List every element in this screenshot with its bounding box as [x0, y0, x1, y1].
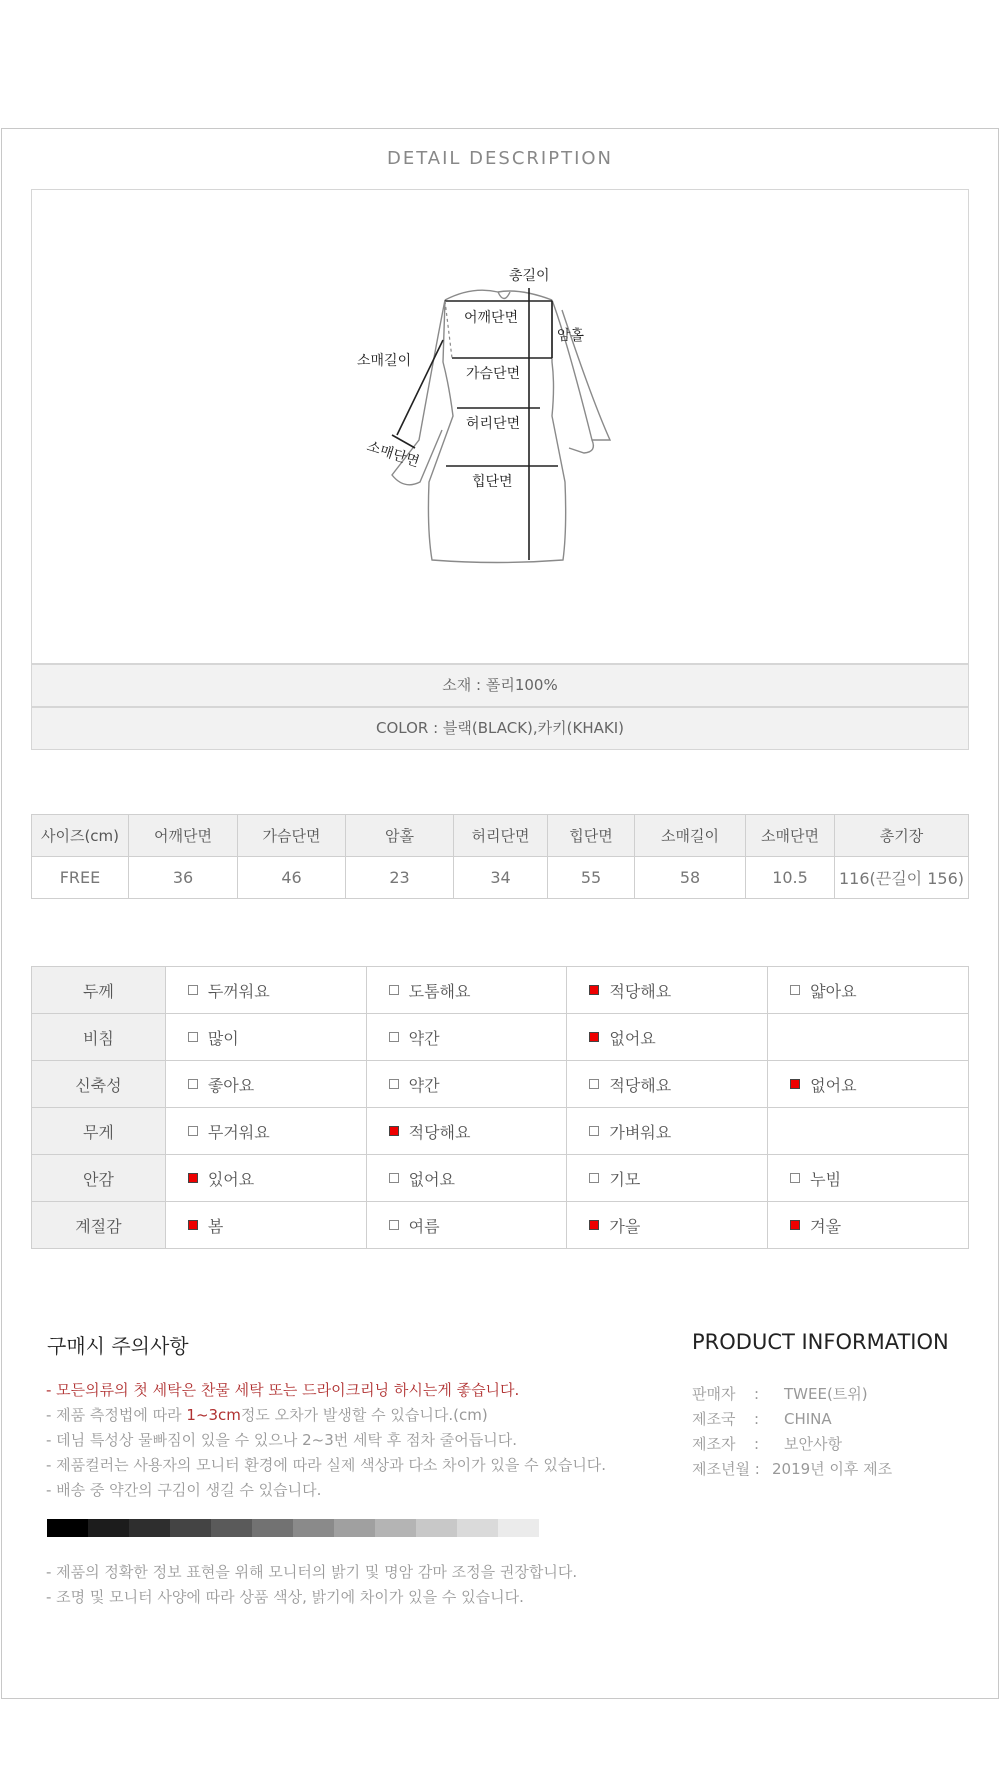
- grayscale-swatch: [47, 1519, 88, 1537]
- feature-row: [32, 1155, 969, 1202]
- feature-option-cell: [165, 1061, 366, 1108]
- unchecked-box-icon: [389, 1220, 399, 1230]
- feature-option: [589, 1214, 640, 1237]
- feature-label: 비침: [32, 1014, 166, 1061]
- feature-option-label: 많이: [207, 1028, 239, 1048]
- product-info-row: [692, 1407, 892, 1432]
- feature-option-cell: [165, 1155, 366, 1202]
- feature-option: [589, 1073, 671, 1096]
- label-chest: 가슴단면: [466, 366, 521, 382]
- grayscale-swatch: [293, 1519, 334, 1537]
- product-info: [692, 1382, 892, 1482]
- feature-option-label: 없어요: [810, 1075, 857, 1095]
- feature-option-label: 무거워요: [207, 1122, 270, 1142]
- feature-option-label: 겨울: [810, 1216, 842, 1236]
- product-info-title: PRODUCT INFORMATION: [692, 1330, 949, 1354]
- checked-box-icon: [188, 1173, 198, 1183]
- unchecked-box-icon: [589, 1126, 599, 1136]
- feature-option: [790, 1214, 841, 1237]
- feature-row: [32, 1108, 969, 1155]
- feature-label: 계절감: [32, 1202, 166, 1249]
- grayscale-swatch: [498, 1519, 539, 1537]
- product-info-sep: :: [754, 1410, 760, 1428]
- feature-option: [188, 1073, 254, 1096]
- feature-option-cell: [768, 1155, 969, 1202]
- feature-option: [790, 979, 856, 1002]
- feature-option: [188, 1120, 270, 1143]
- purchase-notes: [46, 1378, 606, 1503]
- feature-option-label: 얇아요: [810, 981, 857, 1001]
- label-sleeve-width: 소매단면: [364, 438, 422, 471]
- feature-option-label: 가벼워요: [609, 1122, 672, 1142]
- size-cell: FREE: [32, 857, 129, 899]
- feature-row: [32, 1014, 969, 1061]
- size-cell: 36: [129, 857, 238, 899]
- feature-option-cell: [165, 1202, 366, 1249]
- size-header-cell: 소매단면: [746, 815, 835, 857]
- product-info-value: TWEE(트위): [784, 1385, 868, 1403]
- feature-option-cell: [366, 1014, 567, 1061]
- grayscale-swatch: [129, 1519, 170, 1537]
- feature-option-cell: [165, 967, 366, 1014]
- dress-size-diagram: [32, 190, 968, 663]
- checked-box-icon: [389, 1126, 399, 1136]
- feature-label: 신축성: [32, 1061, 166, 1108]
- unchecked-box-icon: [188, 1126, 198, 1136]
- feature-option-cell: [567, 967, 768, 1014]
- detail-title: DETAIL DESCRIPTION: [386, 148, 614, 169]
- size-header-cell: 허리단면: [454, 815, 548, 857]
- feature-option: [188, 1214, 223, 1237]
- product-info-row: [692, 1457, 892, 1482]
- feature-option-label: 없어요: [609, 1028, 656, 1048]
- size-cell: 46: [238, 857, 346, 899]
- note-line: - 제품컬러는 사용자의 모니터 환경에 따라 실제 색상과 다소 차이가 있을 수 있습니다.: [46, 1456, 607, 1474]
- note-text: - 제품 측정법에 따라: [46, 1406, 187, 1424]
- color-info: COLOR : 블랙(BLACK),카키(KHAKI): [31, 707, 969, 750]
- unchecked-box-icon: [389, 1079, 399, 1089]
- feature-row: [32, 967, 969, 1014]
- size-header-cell: 어깨단면: [129, 815, 238, 857]
- feature-label: 무게: [32, 1108, 166, 1155]
- feature-option: [188, 1167, 254, 1190]
- feature-option: [389, 979, 471, 1002]
- feature-option-label: 적당해요: [609, 981, 672, 1001]
- feature-option-cell: [567, 1155, 768, 1202]
- feature-label: 두께: [32, 967, 166, 1014]
- unchecked-box-icon: [790, 1173, 800, 1183]
- feature-option-cell: [366, 1061, 567, 1108]
- feature-option: [589, 1120, 671, 1143]
- product-info-value: 2019년 이후 제조: [772, 1460, 893, 1478]
- checked-box-icon: [589, 1220, 599, 1230]
- feature-option-cell: [768, 1108, 969, 1155]
- feature-option-cell: [366, 967, 567, 1014]
- unchecked-box-icon: [389, 985, 399, 995]
- grayscale-swatch: [211, 1519, 252, 1537]
- checked-box-icon: [790, 1079, 800, 1089]
- product-info-sep: :: [754, 1435, 760, 1453]
- unchecked-box-icon: [589, 1079, 599, 1089]
- material-info: 소재 : 폴리100%: [31, 664, 969, 707]
- feature-option-cell: [768, 1014, 969, 1061]
- note-line: - 조명 및 모니터 사양에 따라 상품 색상, 밝기에 차이가 있을 수 있습니다.: [46, 1588, 524, 1606]
- size-cell: 34: [454, 857, 548, 899]
- product-info-row: [692, 1432, 892, 1457]
- feature-option-label: 도톰해요: [408, 981, 471, 1001]
- feature-option-cell: [165, 1014, 366, 1061]
- feature-option-cell: [567, 1108, 768, 1155]
- feature-option: [188, 979, 270, 1002]
- feature-option: [790, 1073, 856, 1096]
- feature-option-label: 좋아요: [207, 1075, 255, 1095]
- grayscale-swatch: [88, 1519, 129, 1537]
- size-header-cell: 총기장: [835, 815, 969, 857]
- feature-option: [389, 1073, 440, 1096]
- feature-option: [389, 1214, 440, 1237]
- feature-option-cell: [768, 1061, 969, 1108]
- unchecked-box-icon: [188, 985, 198, 995]
- feature-option-label: 기모: [609, 1169, 641, 1189]
- unchecked-box-icon: [188, 1079, 198, 1089]
- feature-option-label: 없어요: [408, 1169, 455, 1189]
- note-line: [46, 1403, 606, 1428]
- feature-option-label: 약간: [408, 1028, 440, 1048]
- feature-option-cell: [567, 1202, 768, 1249]
- grayscale-swatch: [252, 1519, 293, 1537]
- feature-option: [589, 1167, 640, 1190]
- product-info-row: [692, 1382, 892, 1407]
- feature-table-body: [32, 967, 969, 1249]
- feature-option-label: 두꺼워요: [207, 981, 270, 1001]
- unchecked-box-icon: [589, 1173, 599, 1183]
- size-header-cell: 소매길이: [635, 815, 746, 857]
- label-armhole: 암홀: [557, 328, 585, 344]
- feature-table: [31, 966, 969, 1249]
- product-info-value: 보안사항: [784, 1435, 842, 1453]
- feature-option-cell: [567, 1014, 768, 1061]
- size-cell: 55: [548, 857, 635, 899]
- unchecked-box-icon: [790, 985, 800, 995]
- size-table-row: [32, 857, 969, 899]
- feature-option-cell: [366, 1155, 567, 1202]
- product-info-label: 제조국: [692, 1410, 736, 1428]
- unchecked-box-icon: [188, 1032, 198, 1042]
- unchecked-box-icon: [389, 1173, 399, 1183]
- label-total-length: 총길이: [509, 268, 550, 284]
- size-header-cell: 암홀: [346, 815, 454, 857]
- feature-option-label: 여름: [408, 1216, 440, 1236]
- checked-box-icon: [589, 985, 599, 995]
- feature-option-cell: [567, 1061, 768, 1108]
- feature-option: [389, 1167, 455, 1190]
- label-waist: 허리단면: [466, 416, 521, 432]
- feature-row: [32, 1202, 969, 1249]
- feature-option: [790, 1167, 841, 1190]
- size-cell: 116(끈길이 156): [835, 857, 969, 899]
- size-header-cell: 힙단면: [548, 815, 635, 857]
- unchecked-box-icon: [389, 1032, 399, 1042]
- label-shoulder: 어깨단면: [464, 310, 519, 326]
- size-table-header: [32, 815, 969, 857]
- grayscale-swatch: [375, 1519, 416, 1537]
- size-cell: 10.5: [746, 857, 835, 899]
- feature-option-cell: [366, 1202, 567, 1249]
- size-table: [31, 814, 969, 899]
- feature-option-cell: [768, 1202, 969, 1249]
- size-cell: 58: [635, 857, 746, 899]
- size-header-cell: 가슴단면: [238, 815, 346, 857]
- checked-box-icon: [188, 1220, 198, 1230]
- product-info-value: CHINA: [784, 1410, 832, 1428]
- note-highlight: 1~3cm: [186, 1406, 241, 1424]
- feature-option-label: 있어요: [207, 1169, 255, 1189]
- checked-box-icon: [589, 1032, 599, 1042]
- feature-row: [32, 1061, 969, 1108]
- feature-option: [389, 1026, 440, 1049]
- label-sleeve-length: 소매길이: [357, 353, 412, 369]
- size-cell: 23: [346, 857, 454, 899]
- size-header-cell: 사이즈(cm): [32, 815, 129, 857]
- product-info-label: 제조년월 :: [692, 1460, 760, 1478]
- feature-option-cell: [366, 1108, 567, 1155]
- feature-option: [589, 979, 671, 1002]
- feature-option: [589, 1026, 655, 1049]
- feature-option-label: 적당해요: [408, 1122, 471, 1142]
- notes-title: 구매시 주의사항: [47, 1334, 189, 1358]
- grayscale-bar: [47, 1519, 539, 1537]
- note-line: - 모든의류의 첫 세탁은 찬물 세탁 또는 드라이크리닝 하시는게 좋습니다.: [46, 1381, 520, 1399]
- note-text: 정도 오차가 발생할 수 있습니다.(cm): [240, 1406, 488, 1424]
- size-diagram-box: [31, 189, 969, 664]
- note-line: - 데님 특성상 물빠짐이 있을 수 있으나 2~3번 세탁 후 점차 줄어듭니다.: [46, 1431, 518, 1449]
- feature-option-label: 누빔: [810, 1169, 842, 1189]
- feature-option-label: 약간: [408, 1075, 440, 1095]
- grayscale-swatch: [334, 1519, 375, 1537]
- feature-option-label: 적당해요: [609, 1075, 672, 1095]
- checked-box-icon: [790, 1220, 800, 1230]
- feature-label: 안감: [32, 1155, 166, 1202]
- feature-option: [389, 1120, 471, 1143]
- product-info-label: 제조자: [692, 1435, 736, 1453]
- feature-option: [188, 1026, 239, 1049]
- note-line: - 제품의 정확한 정보 표현을 위해 모니터의 밝기 및 명암 감마 조정을 권장합니다.: [46, 1563, 578, 1581]
- feature-option-cell: [768, 967, 969, 1014]
- grayscale-swatch: [416, 1519, 457, 1537]
- product-info-label: 판매자: [692, 1385, 736, 1403]
- monitor-notes: [46, 1560, 577, 1610]
- note-line: - 배송 중 약간의 구김이 생길 수 있습니다.: [46, 1481, 322, 1499]
- grayscale-swatch: [457, 1519, 498, 1537]
- grayscale-swatch: [170, 1519, 211, 1537]
- product-info-sep: :: [754, 1385, 760, 1403]
- label-hip: 힙단면: [472, 474, 513, 490]
- feature-option-cell: [165, 1108, 366, 1155]
- feature-option-label: 봄: [207, 1216, 224, 1236]
- feature-option-label: 가을: [609, 1216, 641, 1236]
